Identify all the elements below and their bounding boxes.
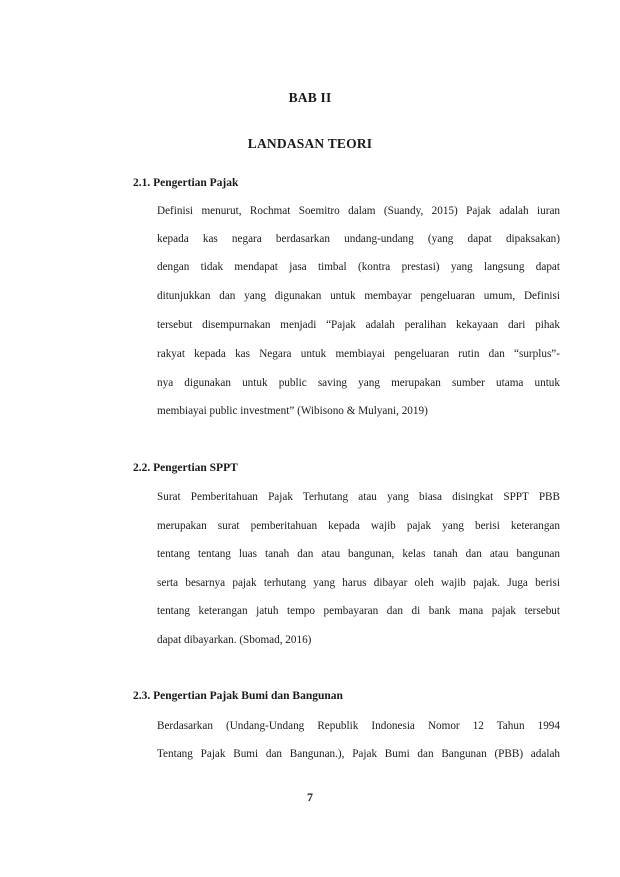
paragraph-line: Surat Pemberitahuan Pajak Terhutang atau yang biasa disingkat SPPT PBB: [157, 491, 560, 503]
paragraph-line: merupakan surat pemberitahuan kepada wajib pajak yang berisi keterangan: [157, 520, 560, 532]
paragraph-line: Tentang Pajak Bumi dan Bangunan.), Pajak Bumi dan Bangunan (PBB) adalah: [157, 748, 560, 760]
chapter-title: LANDASAN TEORI: [247, 136, 373, 151]
paragraph-line: nya digunakan untuk public saving yang merupakan sumber utama untuk: [157, 377, 560, 389]
section-heading-2-1: 2.1. Pengertian Pajak: [133, 177, 239, 189]
paragraph-line: tentang tentang luas tanah dan atau bangunan, kelas tanah dan atau bangunan: [157, 548, 560, 560]
section-heading-2-2: 2.2. Pengertian SPPT: [133, 462, 238, 474]
paragraph-line: dapat dibayarkan. (Sbomad, 2016): [157, 634, 312, 646]
paragraph-line: rakyat kepada kas Negara untuk membiayai pengeluaran rutin dan “surplus”-: [157, 348, 560, 360]
paragraph-line: Berdasarkan (Undang-Undang Republik Indonesia Nomor 12 Tahun 1994: [157, 720, 560, 732]
paragraph-line: tersebut disempurnakan menjadi “Pajak adalah peralihan kekayaan dari pihak: [157, 319, 560, 331]
paragraph-line: membiayai public investment” (Wibisono & Mulyani, 2019): [157, 405, 428, 417]
section-heading-2-3: 2.3. Pengertian Pajak Bumi dan Bangunan: [133, 690, 343, 702]
paragraph-line: Definisi menurut, Rochmat Soemitro dalam (Suandy, 2015) Pajak adalah iuran: [157, 205, 560, 217]
page-number: 7: [307, 790, 313, 804]
chapter-number: BAB II: [288, 90, 332, 105]
paragraph-line: ditunjukkan dan yang digunakan untuk membayar pengeluaran umum, Definisi: [157, 290, 560, 302]
paragraph-line: dengan tidak mendapat jasa timbal (kontra prestasi) yang langsung dapat: [157, 261, 560, 273]
paragraph-line: tentang keterangan jatuh tempo pembayaran dan di bank mana pajak tersebut: [157, 605, 560, 617]
paragraph-line: kepada kas negara berdasarkan undang-undang (yang dapat dipaksakan): [157, 233, 560, 245]
paragraph-line: serta besarnya pajak terhutang yang harus dibayar oleh wajib pajak. Juga berisi: [157, 577, 560, 589]
